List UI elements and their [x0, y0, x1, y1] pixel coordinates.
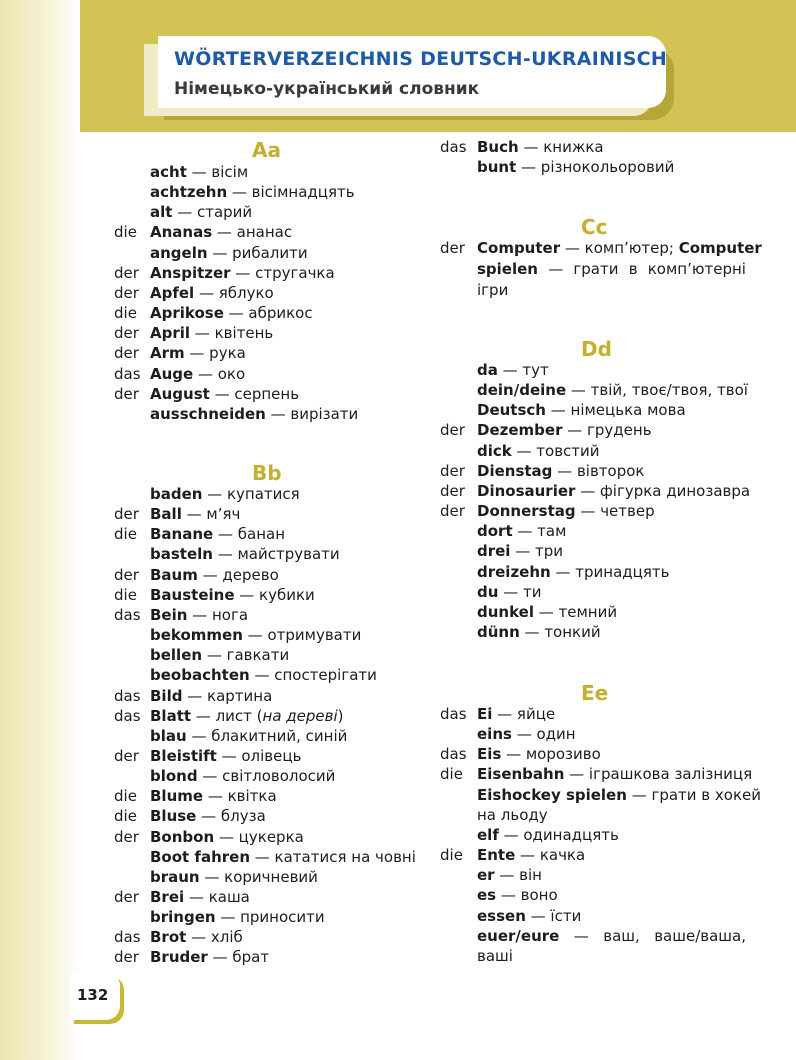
entry-translation: — воно	[496, 886, 558, 905]
entry-word: Anspitzer	[150, 263, 231, 282]
entry-body	[477, 380, 748, 400]
entry-word: Ball	[150, 505, 182, 524]
entry-body	[150, 665, 377, 685]
entry-word: Banane	[150, 525, 214, 544]
entry-word: Dinosaurier	[477, 481, 576, 500]
entry-body	[150, 524, 285, 544]
entry-body	[477, 157, 674, 177]
entry-body	[477, 400, 686, 420]
entry-body	[150, 384, 299, 404]
entry-body	[477, 582, 541, 602]
entry-word: Bausteine	[150, 585, 235, 604]
entry-article: die	[114, 807, 137, 826]
entry-word: Computer	[678, 239, 762, 257]
entry-translation: — коричневий	[199, 867, 318, 886]
entry-translation: — морозиво	[501, 745, 601, 764]
entry-article: der	[114, 888, 139, 906]
entry-translation: — вісім	[186, 163, 249, 181]
entry-word: bekommen	[150, 626, 243, 645]
entry-translation: — око	[193, 364, 246, 383]
entry-translation: — книжка	[518, 138, 604, 156]
entry-body	[477, 441, 600, 461]
entry-body	[150, 364, 245, 384]
entry-word: alt	[150, 203, 173, 222]
entry-translation-word: —	[573, 927, 589, 945]
entry-translation: — один	[511, 725, 576, 744]
entry-translation: — гавкати	[202, 646, 290, 665]
entry-translation-word: ваше/ваша,	[654, 927, 746, 945]
section-letter: Cc	[581, 215, 608, 239]
entry-word: baden	[150, 485, 203, 503]
entry-body	[150, 484, 300, 504]
entry-word: blau	[150, 726, 187, 745]
entry-word: essen	[477, 906, 526, 925]
entry-body	[477, 744, 601, 764]
entry-translation-word: комп’ютерні	[647, 260, 746, 278]
entry-article: das	[114, 928, 141, 947]
entry-body	[150, 686, 272, 706]
entry-word: Deutsch	[477, 401, 546, 420]
entry-translation: — грати в хокей	[626, 785, 762, 804]
entry-body	[150, 343, 246, 363]
entry-word: Bonbon	[150, 827, 215, 846]
entry-word: Bleistift	[150, 746, 217, 765]
entry-article: die	[114, 223, 137, 242]
entry-body	[150, 766, 335, 786]
entry-word: Ei	[477, 705, 493, 723]
entry-word: Ananas	[150, 223, 213, 242]
entry-body	[150, 504, 240, 524]
entry-word: dein/deine	[477, 381, 567, 400]
entry-body	[150, 605, 248, 625]
entry-body	[150, 827, 304, 847]
entry-article: der	[440, 481, 465, 500]
section-letter: Aa	[252, 138, 281, 162]
entry-translation-word: ваш,	[603, 927, 640, 945]
entry-translation: — комп’ютер;	[560, 239, 679, 257]
entry-translation: — тонкий	[519, 622, 601, 641]
entry-word: du	[477, 582, 499, 601]
entry-article: der	[440, 239, 465, 257]
entry-translation: — різнокольоровий	[516, 158, 675, 177]
entry-translation: — ти	[498, 582, 542, 601]
entry-word: es	[477, 886, 497, 905]
page-subtitle: Німецько-український словник	[174, 79, 480, 99]
entry-body	[477, 521, 566, 541]
entry-body	[477, 562, 669, 582]
entry-translation: — там	[512, 522, 567, 541]
entry-article: der	[114, 827, 139, 846]
entry-word: basteln	[150, 545, 213, 564]
entry-translation: — кубики	[234, 585, 315, 604]
entry-word: Eishockey spielen	[477, 785, 627, 804]
entry-translation: — тут	[497, 361, 549, 379]
entry-word: bringen	[150, 908, 216, 927]
page-title: WÖRTERVERZEICHNIS DEUTSCH-UKRAINISCH	[174, 48, 668, 70]
entry-word: ausschneiden	[150, 404, 266, 423]
entry-body	[150, 806, 266, 826]
entry-word: Boot fahren	[150, 847, 251, 866]
entry-article: der	[440, 461, 465, 480]
entry-word: Brot	[150, 928, 187, 947]
entry-body	[477, 845, 585, 865]
entry-article: der	[114, 283, 139, 302]
entry-body	[150, 947, 269, 967]
entry-continuation: ігри	[477, 281, 509, 299]
entry-word: Bein	[150, 605, 188, 624]
entry-translation-end: )	[337, 706, 344, 725]
entry-translation: — німецька мова	[545, 401, 686, 420]
entry-body	[477, 360, 549, 380]
entry-word: beobachten	[150, 666, 250, 685]
entry-translation: — він	[494, 866, 542, 885]
entry-article: die	[114, 304, 137, 323]
entry-word: Brei	[150, 888, 185, 906]
entry-translation: — квітка	[203, 787, 277, 806]
entry-body	[150, 303, 313, 323]
entry-body	[150, 565, 279, 585]
entry-translation: — хліб	[186, 928, 243, 947]
entry-body	[477, 238, 762, 258]
entry-word: eins	[477, 725, 512, 744]
entry-translation: — товстий	[511, 441, 600, 460]
entry-article: das	[114, 686, 141, 705]
entry-body	[150, 907, 325, 927]
entry-translation: — майструвати	[212, 545, 340, 564]
entry-translation: — абрикос	[223, 304, 313, 323]
entry-article: der	[440, 502, 465, 521]
entry-body	[150, 847, 416, 867]
entry-article: der	[114, 263, 139, 282]
entry-body	[477, 461, 644, 481]
entry-body	[150, 162, 248, 182]
entry-translation: — картина	[182, 686, 273, 705]
entry-body	[150, 202, 252, 222]
entry-translation: — їсти	[525, 906, 582, 925]
entry-body	[477, 501, 655, 521]
entry-body	[150, 786, 277, 806]
entry-body	[150, 726, 347, 746]
entry-translation: — квітень	[190, 324, 274, 343]
entry-translation: — лист (	[191, 706, 263, 725]
entry-word: Arm	[150, 344, 185, 363]
entry-body	[150, 867, 318, 887]
entry-translation-word: грати	[573, 260, 619, 278]
entry-translation: — фігурка динозавра	[575, 481, 751, 500]
entry-translation: — рибалити	[207, 243, 308, 262]
entry-translation: — приносити	[215, 908, 325, 927]
entry-continuation	[477, 259, 746, 279]
entry-article: der	[440, 421, 465, 440]
entry-body	[477, 420, 652, 440]
entry-word: August	[150, 384, 210, 403]
entry-article: die	[440, 846, 463, 865]
entry-body	[150, 283, 274, 303]
entry-body	[477, 785, 761, 805]
entry-article: der	[114, 344, 139, 363]
entry-body	[150, 625, 361, 645]
entry-translation: — яйце	[492, 705, 556, 723]
entry-body	[477, 764, 752, 784]
entry-translation: — вісімнадцять	[227, 183, 355, 202]
entry-translation: — брат	[207, 948, 270, 967]
entry-article: das	[114, 605, 141, 624]
entry-word: dunkel	[477, 602, 534, 621]
entry-translation: — стругачка	[230, 263, 335, 282]
entry-translation: — грудень	[562, 421, 652, 440]
entry-word: Computer	[477, 239, 561, 257]
entry-word: dort	[477, 522, 513, 541]
entry-article: die	[114, 585, 137, 604]
entry-word: dick	[477, 441, 512, 460]
dictionary-entry	[477, 926, 746, 946]
entry-body	[150, 927, 243, 947]
page-number: 132	[77, 986, 109, 1004]
entry-translation: — старий	[172, 203, 253, 222]
entry-translation: — іграшкова залізниця	[564, 765, 753, 784]
entry-word: Aprikose	[150, 304, 224, 323]
entry-word: Bluse	[150, 807, 197, 826]
section-letter: Ee	[581, 681, 609, 705]
entry-body	[150, 746, 301, 766]
entry-translation: — дерево	[197, 565, 279, 584]
entry-translation: — вівторок	[552, 461, 645, 480]
entry-body	[150, 887, 250, 907]
entry-word: euer/eure	[477, 927, 560, 945]
entry-translation: — світловолосий	[197, 767, 336, 786]
entry-article: das	[440, 705, 467, 723]
entry-article: der	[114, 948, 139, 967]
entry-word: angeln	[150, 243, 208, 262]
section-letter: Bb	[252, 461, 282, 485]
entry-word: Buch	[477, 138, 519, 156]
entry-translation: — четвер	[575, 502, 655, 521]
entry-article: der	[114, 384, 139, 403]
entry-translation: — блакитний, синій	[186, 726, 348, 745]
entry-word: dreizehn	[477, 562, 551, 581]
entry-word: Eisenbahn	[477, 765, 565, 784]
entry-translation: — м’яч	[181, 505, 241, 524]
entry-word: drei	[477, 542, 511, 561]
entry-word: Auge	[150, 364, 194, 383]
entry-translation: — темний	[533, 602, 618, 621]
entry-translation: — купатися	[202, 485, 300, 503]
entry-word: er	[477, 866, 495, 885]
entry-body	[477, 906, 581, 926]
entry-translation: — рука	[184, 344, 246, 363]
entry-body	[150, 585, 315, 605]
entry-translation: — кататися на човні	[250, 847, 416, 866]
entry-body	[150, 645, 289, 665]
entry-note: на дереві	[262, 706, 338, 725]
entry-translation-word: в	[628, 260, 638, 278]
entry-word: Ente	[477, 846, 516, 865]
entry-article: das	[440, 138, 467, 156]
entry-translation: — ананас	[212, 223, 293, 242]
entry-word: Donnerstag	[477, 502, 576, 521]
entry-body	[150, 544, 340, 564]
entry-body	[477, 865, 542, 885]
entry-article: der	[114, 324, 139, 343]
left-decor-band	[0, 0, 80, 1060]
entry-translation: — банан	[213, 525, 286, 544]
entry-body	[150, 182, 355, 202]
entry-translation: — три	[510, 542, 563, 561]
entry-word: Blume	[150, 787, 204, 806]
entry-translation: — блуза	[196, 807, 266, 826]
entry-word: acht	[150, 163, 187, 181]
entry-word: braun	[150, 867, 200, 886]
entry-article: der	[114, 565, 139, 584]
entry-translation: — яблуко	[194, 283, 274, 302]
entry-word: Bruder	[150, 948, 208, 967]
entry-translation: — нога	[187, 605, 249, 624]
entry-body	[477, 481, 750, 501]
entry-word: bunt	[477, 158, 517, 177]
entry-translation: — вирізати	[265, 404, 359, 423]
entry-translation: — каша	[184, 888, 250, 906]
entry-translation: — цукерка	[214, 827, 304, 846]
entry-body	[150, 222, 292, 242]
entry-translation: — спостерігати	[249, 666, 377, 685]
entry-word: da	[477, 361, 498, 379]
entry-continuation: ваші	[477, 947, 513, 965]
entry-word: Baum	[150, 565, 198, 584]
entry-word: Apfel	[150, 283, 195, 302]
section-letter: Dd	[581, 337, 612, 361]
entry-word: bellen	[150, 646, 203, 665]
entry-translation: — твій, твоє/твоя, твої	[566, 381, 748, 400]
entry-article: der	[114, 746, 139, 765]
entry-article: der	[114, 505, 139, 524]
entry-word: Dezember	[477, 421, 563, 440]
entry-body	[150, 323, 273, 343]
entry-word: April	[150, 324, 191, 343]
entry-translation: — олівець	[216, 746, 302, 765]
entry-article: die	[114, 525, 137, 544]
entry-continuation: на льоду	[477, 806, 548, 824]
entry-body	[150, 706, 344, 726]
entry-word: elf	[477, 826, 499, 844]
entry-article: das	[114, 706, 141, 725]
entry-body	[477, 622, 601, 642]
entry-body	[150, 263, 335, 283]
entry-word: dünn	[477, 622, 520, 641]
entry-article: das	[114, 364, 141, 383]
entry-body	[477, 704, 555, 724]
entry-translation: — тринадцять	[550, 562, 670, 581]
entry-body	[150, 404, 358, 424]
entry-body	[150, 243, 308, 263]
entry-body	[477, 137, 604, 157]
entry-article: die	[114, 787, 137, 806]
entry-translation: — отримувати	[242, 626, 362, 645]
entry-translation: — серпень	[209, 384, 300, 403]
entry-translation: — качка	[515, 846, 586, 865]
entry-body	[477, 825, 619, 845]
entry-body	[477, 885, 558, 905]
entry-translation: — одинадцять	[498, 826, 619, 844]
entry-word: Eis	[477, 745, 502, 764]
entry-body	[477, 602, 617, 622]
entry-word: spielen	[477, 260, 538, 278]
entry-word: Dienstag	[477, 461, 553, 480]
entry-translation-word: —	[548, 260, 564, 278]
entry-word: blond	[150, 767, 198, 786]
entry-word: Blatt	[150, 706, 192, 725]
entry-word: Bild	[150, 686, 183, 705]
entry-word: achtzehn	[150, 183, 228, 202]
entry-article: die	[440, 765, 463, 784]
entry-body	[477, 541, 563, 561]
entry-article: das	[440, 745, 467, 764]
entry-body	[477, 724, 576, 744]
